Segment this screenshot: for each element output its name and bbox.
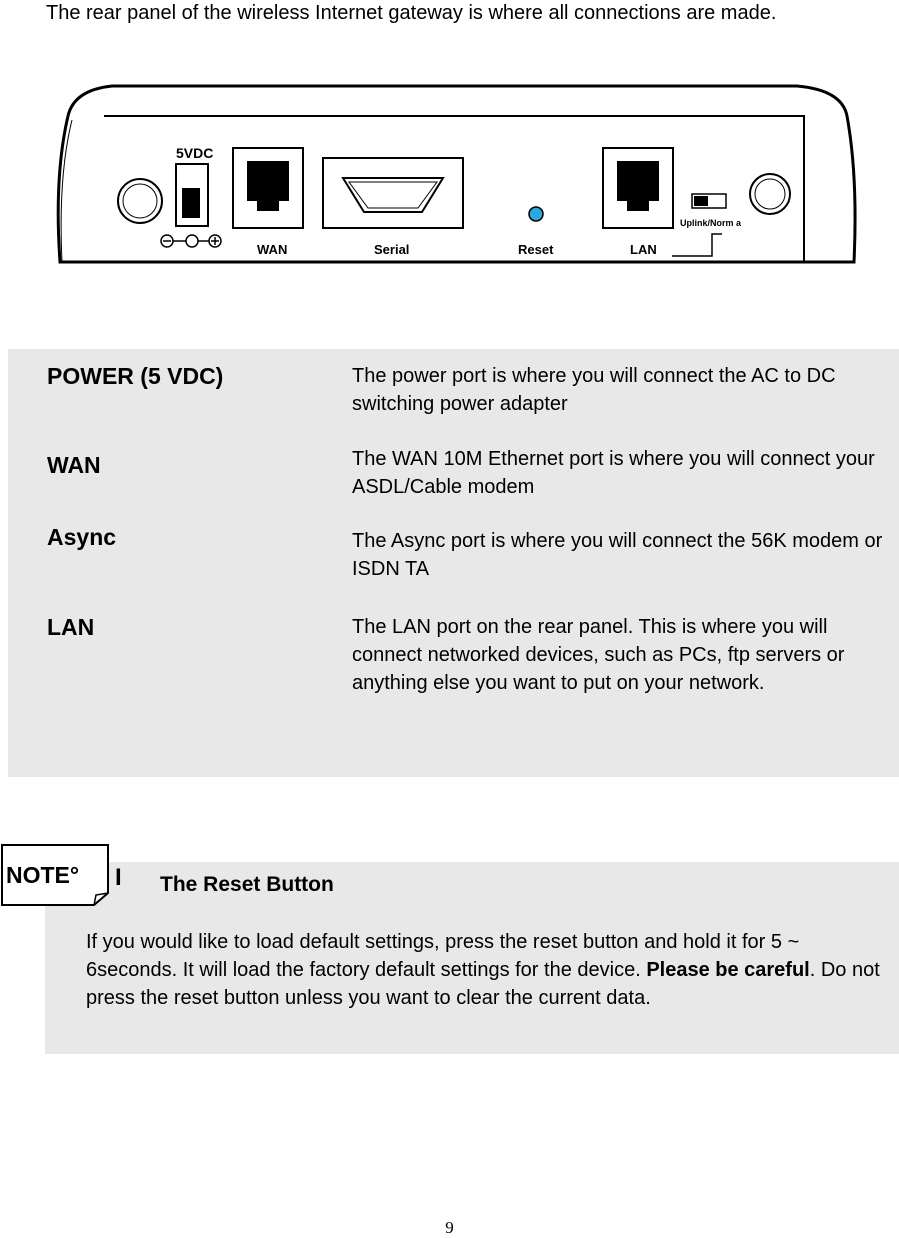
port-name-lan: LAN: [47, 614, 95, 640]
reset-text-part1: If you would like to load default settings, press the reset button and hold it for 5 ~ 6seconds. It will load the factory default settings for the device.: [86, 931, 800, 981]
reset-text-bold: Please be careful: [646, 959, 810, 981]
port-desc-power: The power port is where you will connect the AC to DC switching power adapter: [352, 365, 836, 415]
page-number: 9: [445, 1218, 454, 1237]
serial-label: Serial: [374, 242, 410, 257]
reset-text-part2: . Do not press the reset button unless you want to clear the current data.: [86, 959, 880, 1009]
reset-led-icon: [529, 207, 543, 221]
port-name-wan: WAN: [47, 452, 101, 478]
switch-label: Uplink/Norm a: [680, 218, 742, 228]
rear-panel-diagram: [52, 76, 860, 268]
port-desc-lan: The LAN port on the rear panel. This is where you will connect networked devices, such as PCs, ftp servers or anything else you want to put on your network.: [352, 616, 845, 694]
port-name-async: Async: [47, 524, 117, 550]
right-knob-icon: [750, 174, 790, 214]
port-desc-wan: The WAN 10M Ethernet port is where you will connect your ASDL/Cable modem: [352, 448, 875, 498]
reset-label: Reset: [518, 242, 554, 257]
left-knob-icon: [118, 179, 162, 223]
port-desc-async: The Async port is where you will connect the 56K modem or ISDN TA: [352, 530, 883, 580]
note-bar: I: [115, 864, 122, 891]
port-name-power: POWER (5 VDC): [47, 363, 224, 389]
reset-button-title: The Reset Button: [160, 873, 334, 896]
intro-text: The rear panel of the wireless Internet gateway is where all connections are made.: [46, 2, 777, 24]
lan-label: LAN: [630, 242, 657, 257]
wan-label: WAN: [257, 242, 288, 257]
reset-button-text: [86, 928, 886, 1012]
note-tag-label: NOTE°: [6, 862, 80, 888]
power-label: 5VDC: [176, 145, 214, 161]
